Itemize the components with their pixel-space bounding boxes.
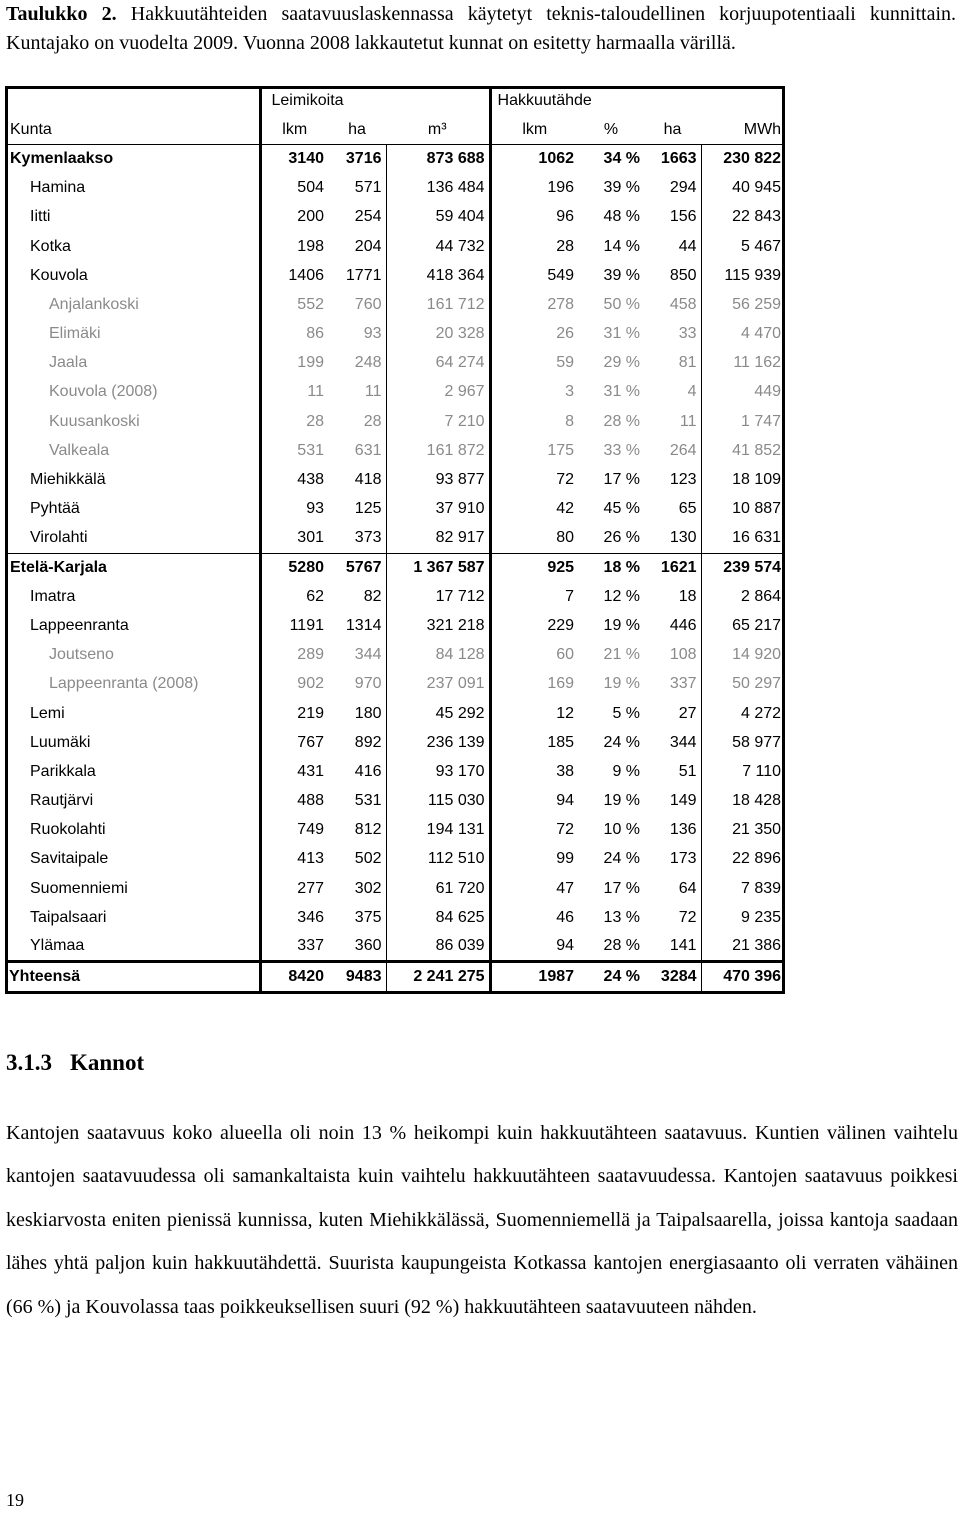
kunta-cell: Hamina: [30, 179, 86, 197]
residue-percent-cell: 31 %: [603, 383, 641, 401]
felling-count-cell: 902: [260, 670, 328, 699]
residue-percent-cell: 50 %: [603, 295, 641, 313]
residue-percent-cell: 45 %: [603, 500, 641, 518]
residue-percent-cell: 9 %: [612, 762, 641, 780]
residue-ha-cell: 18: [678, 587, 697, 605]
felling-count-cell: 277: [260, 874, 328, 903]
felling-m3-cell: 59 404: [386, 203, 490, 232]
residue-ha-cell: 51: [678, 762, 697, 780]
felling-ha-cell: 360: [354, 937, 382, 955]
column-header-row: [5, 115, 785, 144]
felling-m3-cell: 93 877: [386, 465, 490, 494]
felling-count-cell: 337: [260, 932, 328, 961]
residue-mwh-cell: 239 574: [701, 553, 785, 582]
kunta-cell: Valkeala: [49, 441, 110, 459]
residue-count-cell: 1987: [490, 962, 578, 991]
felling-count-cell: 8420: [260, 962, 328, 991]
residue-percent-cell: 19 %: [603, 616, 641, 634]
felling-m3-cell: 236 139: [386, 728, 490, 757]
felling-count-cell: 5280: [260, 553, 328, 582]
residue-ha-cell: 294: [669, 179, 697, 197]
residue-percent-cell: 10 %: [603, 821, 641, 839]
residue-count-cell: 278: [490, 290, 578, 319]
residue-ha-cell: 173: [669, 850, 697, 868]
felling-count-cell: 413: [260, 845, 328, 874]
felling-count-cell: 749: [260, 816, 328, 845]
residue-mwh-cell: 470 396: [701, 962, 785, 991]
residue-count-cell: 26: [490, 320, 578, 349]
residue-ha-cell: 337: [669, 675, 697, 693]
kunta-cell: Kouvola: [30, 266, 88, 284]
residue-ha-cell: 149: [669, 792, 697, 810]
residue-count-cell: 47: [490, 874, 578, 903]
residue-ha-cell: 1621: [644, 553, 701, 582]
residue-percent-cell: 33 %: [603, 441, 641, 459]
residue-mwh-cell: 58 977: [701, 728, 785, 757]
kunta-cell: Lappeenranta (2008): [49, 675, 199, 693]
residue-mwh-cell: 5 467: [701, 232, 785, 261]
felling-m3-cell: 37 910: [386, 495, 490, 524]
municipality-row: [5, 582, 785, 611]
col-header-kunta: Kunta: [10, 120, 52, 138]
municipality-row: [5, 261, 785, 290]
felling-ha-cell: 812: [354, 821, 382, 839]
municipality-row: [5, 728, 785, 757]
kunta-cell: Miehikkälä: [30, 471, 106, 489]
kunta-cell: Lappeenranta: [30, 616, 129, 634]
residue-mwh-cell: 7 110: [701, 757, 785, 786]
felling-ha-cell: 82: [363, 587, 382, 605]
kunta-cell: Joutseno: [49, 646, 114, 664]
kunta-cell: Kymenlaakso: [5, 144, 260, 173]
residue-ha-cell: 446: [669, 616, 697, 634]
felling-m3-cell: 112 510: [386, 845, 490, 874]
residue-ha-cell: 72: [678, 908, 697, 926]
felling-m3-cell: 2 967: [386, 378, 490, 407]
residue-percent-cell: 21 %: [603, 646, 641, 664]
group-header-felling: Leimikoita: [260, 86, 490, 115]
felling-count-cell: 198: [260, 232, 328, 261]
former-municipality-row: [5, 349, 785, 378]
felling-m3-cell: 7 210: [386, 407, 490, 436]
felling-ha-cell: 571: [354, 179, 382, 197]
region-row: [5, 144, 785, 173]
kunta-cell: Luumäki: [30, 733, 91, 751]
felling-ha-cell: 760: [354, 295, 382, 313]
felling-count-cell: 1191: [260, 611, 328, 640]
felling-ha-cell: 418: [354, 471, 382, 489]
group-header-residue: Hakkuutähde: [490, 86, 785, 115]
residue-count-cell: 60: [490, 641, 578, 670]
residue-percent-cell: 19 %: [603, 792, 641, 810]
kunta-cell: Anjalankoski: [49, 295, 139, 313]
felling-count-cell: 438: [260, 465, 328, 494]
residue-count-cell: 99: [490, 845, 578, 874]
residue-ha-cell: 33: [678, 325, 697, 343]
felling-ha-cell: 970: [354, 675, 382, 693]
residue-percent-cell: 26 %: [603, 529, 641, 547]
felling-ha-cell: 9483: [328, 962, 386, 991]
region-row: [5, 553, 785, 582]
felling-m3-cell: 17 712: [386, 582, 490, 611]
residue-count-cell: 196: [490, 174, 578, 203]
municipality-row: [5, 465, 785, 494]
felling-count-cell: 1406: [260, 261, 328, 290]
residue-count-cell: 169: [490, 670, 578, 699]
felling-ha-cell: 1314: [345, 616, 382, 634]
municipality-row: [5, 174, 785, 203]
col-header-ha-residue: ha: [663, 120, 682, 138]
felling-m3-cell: 321 218: [386, 611, 490, 640]
kunta-cell: Rautjärvi: [30, 792, 94, 810]
residue-ha-cell: 141: [669, 937, 697, 955]
body-paragraph: Kantojen saatavuus koko alueella oli noin 13 % heikompi kuin hakkuutähteen saatavuus. Kuntien välinen vaihtelu kantojen saatavuudessa oli samankaltaista kuin vaihtelu hakkuutähteen saatavuudessa. Kantojen saatavuus poikkesi keskiarvosta eniten pienissä kunnissa, kuten Miehikkälässä, Suomenniemellä ja Taipalsaarella, joissa kantoja saadaan lähes yhtä paljon kuin hakkuutähdettä. Suurista kaupungeista Kotkassa kantojen energiasaanto oli verraten vähäinen (66 %) ja Kouvolassa taas poikkeuksellisen suuri (92 %) hakkuutähteen saatavuuteen nähden.: [6, 1122, 958, 1318]
residue-ha-cell: 458: [669, 295, 697, 313]
residue-percent-cell: 17 %: [603, 471, 641, 489]
residue-count-cell: 3: [490, 378, 578, 407]
felling-ha-cell: 302: [354, 879, 382, 897]
residue-percent-cell: 13 %: [603, 908, 641, 926]
felling-m3-cell: 84 128: [386, 641, 490, 670]
residue-percent-cell: 18 %: [578, 553, 644, 582]
former-municipality-row: [5, 641, 785, 670]
felling-m3-cell: 237 091: [386, 670, 490, 699]
kunta-cell: Ylämaa: [30, 937, 85, 955]
residue-mwh-cell: 21 350: [701, 816, 785, 845]
municipality-row: [5, 524, 785, 553]
former-municipality-row: [5, 436, 785, 465]
municipality-row: [5, 611, 785, 640]
municipality-row: [5, 816, 785, 845]
felling-m3-cell: 84 625: [386, 903, 490, 932]
residue-mwh-cell: 230 822: [701, 144, 785, 173]
felling-count-cell: 346: [260, 903, 328, 932]
former-municipality-row: [5, 407, 785, 436]
felling-ha-cell: 344: [354, 646, 382, 664]
felling-ha-cell: 631: [354, 441, 382, 459]
felling-ha-cell: 373: [354, 529, 382, 547]
residue-mwh-cell: 18 109: [701, 465, 785, 494]
felling-m3-cell: 161 872: [386, 436, 490, 465]
residue-percent-cell: 29 %: [603, 354, 641, 372]
residue-mwh-cell: 65 217: [701, 611, 785, 640]
felling-ha-cell: 5767: [328, 553, 386, 582]
felling-count-cell: 552: [260, 290, 328, 319]
residue-mwh-cell: 41 852: [701, 436, 785, 465]
felling-count-cell: 86: [260, 320, 328, 349]
residue-mwh-cell: 2 864: [701, 582, 785, 611]
residue-percent-cell: 39 %: [603, 266, 641, 284]
caption-text: Hakkuutähteiden saatavuuslaskennassa käytetyt teknis-taloudellinen korjuupotentiaali kunnittain. Kuntajako on vuodelta 2009. Vuonna 2008 lakkautetut kunnat on esitetty harmaalla värillä.: [6, 3, 957, 54]
residue-count-cell: 94: [490, 932, 578, 961]
kunta-cell: Imatra: [30, 587, 76, 605]
residue-percent-cell: 24 %: [603, 733, 641, 751]
residue-count-cell: 925: [490, 553, 578, 582]
felling-m3-cell: 93 170: [386, 757, 490, 786]
col-header-m3: m³: [427, 120, 447, 138]
residue-ha-cell: 130: [669, 529, 697, 547]
felling-m3-cell: 161 712: [386, 290, 490, 319]
residue-count-cell: 549: [490, 261, 578, 290]
felling-m3-cell: 64 274: [386, 349, 490, 378]
residue-ha-cell: 4: [687, 383, 697, 401]
felling-m3-cell: 115 030: [386, 787, 490, 816]
caption-label: Taulukko 2.: [6, 3, 117, 25]
felling-ha-cell: 531: [354, 792, 382, 810]
kunta-cell: Kouvola (2008): [49, 383, 158, 401]
felling-m3-cell: 20 328: [386, 320, 490, 349]
residue-mwh-cell: 21 386: [701, 932, 785, 961]
felling-m3-cell: 873 688: [386, 144, 490, 173]
felling-ha-cell: 204: [354, 237, 382, 255]
residue-ha-cell: 11: [679, 412, 697, 430]
felling-ha-cell: 125: [354, 500, 382, 518]
col-header-mwh: MWh: [743, 120, 782, 138]
residue-mwh-cell: 50 297: [701, 670, 785, 699]
felling-m3-cell: 194 131: [386, 816, 490, 845]
felling-count-cell: 431: [260, 757, 328, 786]
municipality-row: [5, 903, 785, 932]
residue-percent-cell: 24 %: [578, 962, 644, 991]
residue-mwh-cell: 22 843: [701, 203, 785, 232]
former-municipality-row: [5, 290, 785, 319]
residue-ha-cell: 65: [678, 500, 697, 518]
felling-ha-cell: 1771: [345, 266, 382, 284]
kunta-cell: Ruokolahti: [30, 821, 106, 839]
kunta-cell: Kotka: [30, 237, 71, 255]
kunta-cell: Virolahti: [30, 529, 88, 547]
residue-mwh-cell: 9 235: [701, 903, 785, 932]
residue-percent-cell: 28 %: [603, 412, 641, 430]
residue-count-cell: 96: [490, 203, 578, 232]
kunta-cell: Parikkala: [30, 762, 96, 780]
municipality-row: [5, 787, 785, 816]
residue-ha-cell: 850: [669, 266, 697, 284]
felling-ha-cell: 375: [354, 908, 382, 926]
residue-ha-cell: 3284: [644, 962, 701, 991]
felling-count-cell: 62: [260, 582, 328, 611]
municipality-row: [5, 932, 785, 961]
felling-count-cell: 767: [260, 728, 328, 757]
residue-percent-cell: 12 %: [603, 587, 641, 605]
municipality-row: [5, 757, 785, 786]
kunta-cell: Yhteensä: [5, 962, 260, 991]
residue-mwh-cell: 56 259: [701, 290, 785, 319]
felling-count-cell: 28: [260, 407, 328, 436]
felling-m3-cell: 61 720: [386, 874, 490, 903]
residue-ha-cell: 123: [669, 471, 697, 489]
residue-ha-cell: 156: [669, 208, 697, 226]
kunta-cell: Pyhtää: [30, 500, 80, 518]
felling-count-cell: 219: [260, 699, 328, 728]
residue-percent-cell: 17 %: [603, 879, 641, 897]
data-table-container: [5, 86, 785, 991]
felling-count-cell: 488: [260, 787, 328, 816]
felling-m3-cell: 2 241 275: [386, 962, 490, 991]
residue-mwh-cell: 4 470: [701, 320, 785, 349]
felling-ha-cell: 28: [363, 412, 382, 430]
residue-count-cell: 229: [490, 611, 578, 640]
former-municipality-row: [5, 670, 785, 699]
residue-mwh-cell: 4 272: [701, 699, 785, 728]
felling-ha-cell: 180: [354, 704, 382, 722]
residue-mwh-cell: 10 887: [701, 495, 785, 524]
felling-count-cell: 200: [260, 203, 328, 232]
felling-ha-cell: 11: [364, 383, 382, 401]
residue-mwh-cell: 22 896: [701, 845, 785, 874]
kunta-cell: Jaala: [49, 354, 88, 372]
residue-count-cell: 7: [490, 582, 578, 611]
felling-count-cell: 199: [260, 349, 328, 378]
felling-ha-cell: 248: [354, 354, 382, 372]
former-municipality-row: [5, 378, 785, 407]
residue-ha-cell: 44: [678, 237, 697, 255]
felling-ha-cell: 416: [354, 762, 382, 780]
felling-count-cell: 93: [260, 495, 328, 524]
residue-count-cell: 72: [490, 816, 578, 845]
residue-count-cell: 28: [490, 232, 578, 261]
group-header-row: [5, 86, 785, 115]
felling-ha-cell: 254: [354, 208, 382, 226]
kunta-cell: Lemi: [30, 704, 65, 722]
residue-count-cell: 46: [490, 903, 578, 932]
table-caption: [6, 0, 956, 58]
residue-percent-cell: 24 %: [603, 850, 641, 868]
residue-ha-cell: 27: [678, 704, 697, 722]
kunta-cell: Suomenniemi: [30, 879, 128, 897]
felling-m3-cell: 44 732: [386, 232, 490, 261]
residue-count-cell: 185: [490, 728, 578, 757]
section-number: 3.1.3: [6, 1050, 52, 1075]
felling-m3-cell: 136 484: [386, 174, 490, 203]
residue-mwh-cell: 7 839: [701, 874, 785, 903]
municipality-row: [5, 845, 785, 874]
residue-percent-cell: 19 %: [603, 675, 641, 693]
col-header-ha: ha: [348, 120, 366, 138]
residue-count-cell: 1062: [490, 144, 578, 173]
residue-count-cell: 42: [490, 495, 578, 524]
felling-ha-cell: 502: [354, 850, 382, 868]
residue-mwh-cell: 115 939: [701, 261, 785, 290]
felling-ha-cell: 892: [354, 733, 382, 751]
col-header-percent: %: [603, 120, 619, 138]
felling-m3-cell: 86 039: [386, 932, 490, 961]
residue-mwh-cell: 18 428: [701, 787, 785, 816]
felling-m3-cell: 82 917: [386, 524, 490, 553]
felling-count-cell: 11: [260, 378, 328, 407]
municipality-row: [5, 699, 785, 728]
residue-percent-cell: 14 %: [603, 237, 641, 255]
felling-count-cell: 289: [260, 641, 328, 670]
residue-count-cell: 72: [490, 465, 578, 494]
residue-percent-cell: 39 %: [603, 179, 641, 197]
residue-ha-cell: 64: [678, 879, 697, 897]
felling-ha-cell: 3716: [328, 144, 386, 173]
page-number: 19: [6, 1490, 24, 1510]
felling-m3-cell: 45 292: [386, 699, 490, 728]
residue-percent-cell: 28 %: [603, 937, 641, 955]
residue-ha-cell: 264: [669, 441, 697, 459]
residue-percent-cell: 34 %: [578, 144, 644, 173]
residue-ha-cell: 81: [678, 354, 697, 372]
residue-count-cell: 8: [490, 407, 578, 436]
residue-ha-cell: 136: [669, 821, 697, 839]
residue-mwh-cell: 449: [701, 378, 785, 407]
table-body: [5, 86, 785, 991]
total-row: [5, 962, 785, 991]
residue-percent-cell: 48 %: [603, 208, 641, 226]
kunta-cell: Kuusankoski: [49, 412, 140, 430]
data-table: [5, 86, 785, 991]
residue-ha-cell: 344: [669, 733, 697, 751]
residue-mwh-cell: 11 162: [701, 349, 785, 378]
residue-count-cell: 12: [490, 699, 578, 728]
residue-count-cell: 175: [490, 436, 578, 465]
residue-count-cell: 94: [490, 787, 578, 816]
municipality-row: [5, 495, 785, 524]
kunta-cell: Taipalsaari: [30, 908, 107, 926]
municipality-row: [5, 203, 785, 232]
kunta-cell: Savitaipale: [30, 850, 109, 868]
section-title: Kannot: [70, 1050, 145, 1075]
felling-count-cell: 531: [260, 436, 328, 465]
residue-mwh-cell: 16 631: [701, 524, 785, 553]
residue-ha-cell: 1663: [644, 144, 701, 173]
col-header-lkm-residue: lkm: [490, 115, 578, 144]
former-municipality-row: [5, 320, 785, 349]
felling-m3-cell: 418 364: [386, 261, 490, 290]
residue-mwh-cell: 1 747: [701, 407, 785, 436]
residue-count-cell: 59: [490, 349, 578, 378]
residue-percent-cell: 31 %: [603, 325, 641, 343]
col-header-lkm: lkm: [260, 115, 328, 144]
residue-ha-cell: 108: [669, 646, 697, 664]
felling-m3-cell: 1 367 587: [386, 553, 490, 582]
residue-percent-cell: 5 %: [612, 704, 641, 722]
kunta-cell: Iitti: [30, 208, 51, 226]
kunta-cell: Etelä-Karjala: [5, 553, 260, 582]
felling-ha-cell: 93: [363, 325, 382, 343]
felling-count-cell: 3140: [260, 144, 328, 173]
felling-count-cell: 301: [260, 524, 328, 553]
municipality-row: [5, 232, 785, 261]
residue-count-cell: 80: [490, 524, 578, 553]
section-heading: [6, 1050, 144, 1076]
residue-count-cell: 38: [490, 757, 578, 786]
kunta-cell: Elimäki: [49, 325, 101, 343]
residue-mwh-cell: 40 945: [701, 174, 785, 203]
residue-mwh-cell: 14 920: [701, 641, 785, 670]
felling-count-cell: 504: [260, 174, 328, 203]
municipality-row: [5, 874, 785, 903]
